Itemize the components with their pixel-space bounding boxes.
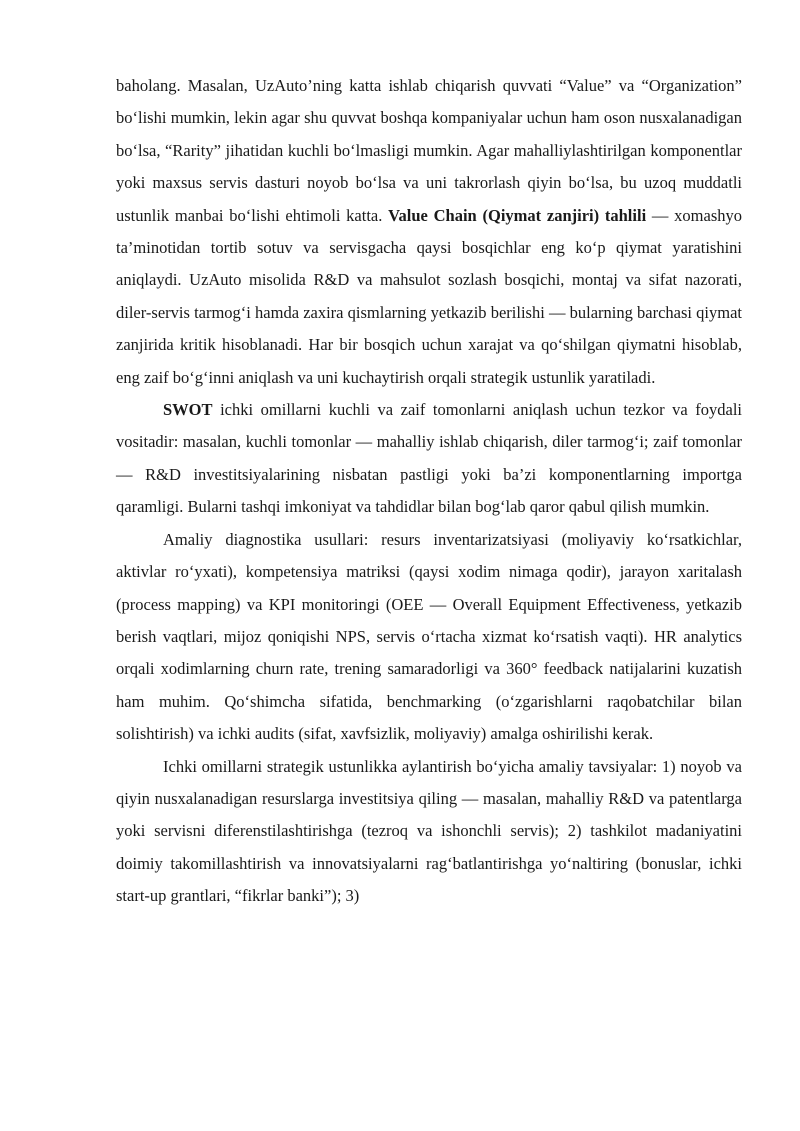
paragraph-swot (116, 394, 742, 524)
text-segment: Ichki omillarni strategik ustunlikka aylantirish bo‘yicha amaliy tavsiyalar: 1) noyob va qiyin nusxalanadigan resurslarga investitsiya qiling — masalan, mahalliy R&D va patentlarga yoki servisni diferenstilashtirishga (tezroq va ishonchli servis); 2) tashkilot madaniyatini doimiy takomillashtirish va innovatsiyalarni rag‘batlantirishga yo‘naltiring (bonuslar, ichki start-up grantlari, “fikrlar banki”); 3) (116, 756, 742, 906)
paragraph-vrio-value-chain (116, 70, 742, 394)
text-segment: Amaliy diagnostika usullari: resurs inventarizatsiyasi (moliyaviy ko‘rsatkichlar, aktivlar ro‘yxati), kompetensiya matriksi (qaysi xodim nimaga qodir), jarayon xaritalash (process mapping) va KPI monitoringi (OEE — Overall Equipment Effectiveness, yetkazib berish vaqtlari, mijoz qoniqishi NPS, servis o‘rtacha xizmat ko‘rsatish vaqti). HR analytics orqali xodimlarning churn rate, trening samaradorligi va 360° feedback natijalarini kuzatish ham muhim. Qo‘shimcha sifatida, benchmarking (o‘zgarishlarni raqobatchilar bilan solishtirish) va ichki audits (sifat, xavfsizlik, moliyaviy) amalga oshirilishi kerak. (116, 529, 742, 744)
text-segment: ichki omillarni kuchli va zaif tomonlarni aniqlash uchun tezkor va foydali vositadir: masalan, kuchli tomonlar — mahalliy ishlab chiqarish, diler tarmog‘i; zaif tomonlar — R&D investitsiyalarining nisbatan pastligi yoki ba’zi komponentlarning importga qaramligi. Bularni tashqi imkoniyat va tahdidlar bilan bog‘lab qaror qabul qilish mumkin. (116, 400, 742, 517)
text-segment: — xomashyo ta’minotidan tortib sotuv va servisgacha qaysi bosqichlar eng ko‘p qiymat yaratishini aniqlaydi. UzAuto misolida R&D va mahsulot sozlash bosqichi, montaj va sifat nazorati, diler-servis tarmog‘i hamda zaxira qismlarning yetkazib berilishi — bularning barchasi qiymat zanjirida kritik hisoblanadi. Har bir bosqich uchun xarajat va qo‘shilgan qiymatni hisoblab, eng zaif bo‘g‘inni aniqlash va uni kuchaytirish orqali strategik ustunlik yaratiladi. (116, 205, 742, 387)
text-segment: baholang. Masalan, UzAuto’ning katta ishlab chiqarish quvvati “Value” va “Organization” bo‘lishi mumkin, lekin agar shu quvvat boshqa kompaniyalar uchun ham oson nusxalanadigan bo‘lsa, “Rarity” jihatidan kuchli bo‘lmasligi mumkin. Agar mahalliylashtirilgan komponentlar yoki maxsus servis dasturi noyob bo‘lsa va uni takrorlash qiyin bo‘lsa, bu uzoq muddatli ustunlik manbai bo‘lishi ehtimoli katta. (116, 76, 742, 225)
paragraph-diagnostics (116, 524, 742, 751)
paragraph-recommendations (116, 751, 742, 913)
value-chain-heading: Value Chain (Qiymat zanjiri) tahlili (388, 205, 647, 225)
document-page (116, 70, 742, 913)
swot-heading: SWOT (163, 400, 213, 420)
